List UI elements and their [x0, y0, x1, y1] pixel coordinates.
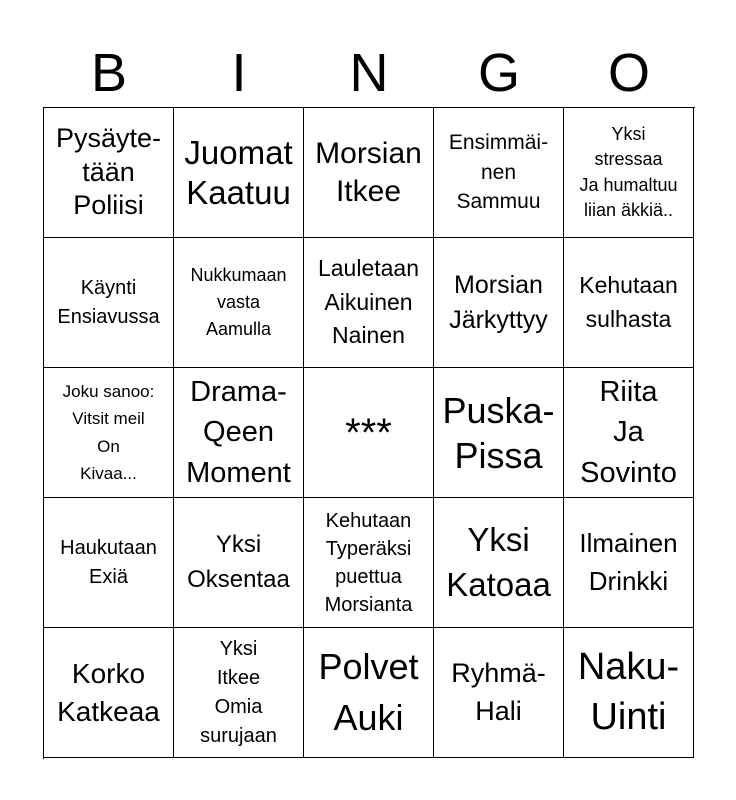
bingo-cell-line: Typeräksi	[325, 537, 412, 560]
bingo-cell-line: Poliisi	[73, 190, 144, 221]
bingo-cell-line: Morsianta	[324, 593, 413, 616]
bingo-cell[interactable]	[304, 498, 434, 628]
bingo-cell-line: Korko	[71, 657, 146, 689]
bingo-cell-line: Hali	[475, 695, 522, 726]
bingo-cell[interactable]	[564, 628, 694, 758]
bingo-cell-line: Omia	[214, 695, 263, 718]
bingo-cell-text	[187, 528, 290, 598]
bingo-cell-text	[580, 372, 677, 494]
bingo-cell-line: Oksentaa	[187, 565, 290, 593]
bingo-cell-line: Kaatuu	[186, 173, 291, 211]
bingo-cell-text	[186, 372, 291, 494]
bingo-cell-line: sulhasta	[585, 305, 672, 332]
bingo-cell-line: Morsian	[315, 137, 422, 170]
bingo-cell-line: vasta	[216, 292, 260, 312]
bingo-cell-text	[446, 518, 551, 607]
bingo-cell[interactable]	[564, 498, 694, 628]
bingo-cell-line: Kehutaan	[579, 272, 678, 299]
bingo-cell-line: Drinkki	[588, 565, 669, 596]
bingo-cell-text	[449, 268, 548, 338]
bingo-cell-line: Naku-	[577, 646, 680, 689]
bingo-cell-line: Itkee	[216, 666, 261, 689]
bingo-cell-line: On	[97, 436, 120, 456]
bingo-cell[interactable]	[174, 498, 304, 628]
bingo-cell[interactable]	[434, 628, 564, 758]
bingo-cell[interactable]	[44, 628, 174, 758]
bingo-cell-text	[57, 655, 160, 731]
bingo-cell-text	[451, 655, 546, 731]
free-space-cell[interactable]	[304, 368, 434, 498]
bingo-cell-text	[449, 128, 548, 216]
bingo-cell-text	[318, 642, 418, 743]
bingo-cell-line: Polvet	[318, 646, 419, 688]
bingo-cell-line: Drama-	[190, 375, 287, 408]
bingo-cell-text	[318, 252, 419, 352]
bingo-cell-line: Sammuu	[456, 190, 541, 214]
bingo-cell-line: nen	[480, 160, 517, 184]
bingo-cell-text	[184, 133, 292, 212]
bingo-cell-line: Haukutaan	[60, 536, 157, 559]
bingo-cell-line: Kehutaan	[325, 509, 412, 532]
bingo-cell-text	[325, 507, 413, 619]
bingo-cell-line: Ja humaltuu	[579, 174, 678, 195]
bingo-cell[interactable]	[304, 628, 434, 758]
bingo-cell-line: Järkyttyy	[449, 305, 548, 334]
bingo-cell-line: Ilmainen	[579, 527, 678, 558]
bingo-cell-line: Auki	[333, 696, 404, 738]
bingo-cell[interactable]	[174, 238, 304, 368]
bingo-cell-line: Nainen	[332, 322, 405, 349]
bingo-cell[interactable]	[174, 368, 304, 498]
header-letter-g: G	[477, 43, 520, 103]
bingo-cell[interactable]	[564, 368, 694, 498]
bingo-cell[interactable]	[44, 368, 174, 498]
bingo-cell-line: tään	[82, 156, 135, 187]
bingo-cell[interactable]	[44, 108, 174, 238]
bingo-cell-text	[578, 643, 679, 742]
bingo-cell-text	[56, 122, 161, 223]
bingo-cell-line: Joku sanoo:	[62, 382, 155, 402]
bingo-cell-line: Pysäyte-	[55, 122, 162, 153]
header-letter-b: B	[90, 43, 128, 103]
bingo-cell-line: liian äkkiä..	[583, 199, 674, 220]
bingo-cell-line: Sovinto	[580, 456, 677, 489]
bingo-cell-line: Katoaa	[446, 565, 551, 603]
bingo-cell-line: stressaa	[594, 149, 663, 170]
bingo-cell-line: Aikuinen	[324, 288, 413, 315]
bingo-cell-line: Puska-	[442, 389, 555, 431]
bingo-cell-line: ***	[345, 410, 392, 455]
header-letter-i: I	[231, 43, 247, 103]
bingo-cell-text	[579, 122, 677, 223]
bingo-cell-line: Moment	[186, 456, 291, 489]
bingo-cell[interactable]	[434, 368, 564, 498]
bingo-cell[interactable]	[564, 238, 694, 368]
bingo-cell-line: Qeen	[203, 416, 274, 449]
bingo-cell-text	[200, 635, 277, 751]
bingo-cell-line: Vitsit meil	[72, 409, 145, 429]
bingo-cell-line: Ensimmäi-	[448, 131, 549, 155]
bingo-cell-line: Morsian	[454, 270, 543, 299]
bingo-cell[interactable]	[174, 108, 304, 238]
bingo-cell-text	[579, 525, 677, 600]
header-letter-n: N	[349, 43, 389, 103]
bingo-cell-text	[57, 274, 159, 332]
bingo-cell-line: Yksi	[219, 637, 258, 660]
bingo-cell-line: Ja	[613, 416, 644, 449]
bingo-grid	[43, 107, 695, 759]
bingo-cell-line: Ryhmä-	[451, 657, 546, 688]
bingo-cell[interactable]	[434, 498, 564, 628]
bingo-cell[interactable]	[564, 108, 694, 238]
bingo-cell-line: surujaan	[200, 724, 277, 747]
bingo-cell[interactable]	[434, 238, 564, 368]
bingo-cell-text	[63, 378, 155, 487]
bingo-cell-line: Juomat	[184, 133, 293, 171]
bingo-cell[interactable]	[434, 108, 564, 238]
bingo-cell-line: Ensiavussa	[57, 305, 160, 328]
bingo-cell-line: Nukkumaan	[190, 265, 287, 285]
bingo-cell-line: Yksi	[215, 530, 262, 558]
bingo-cell-line: Aamulla	[205, 319, 271, 339]
bingo-cell-line: Yksi	[467, 520, 530, 558]
bingo-cell-line: Käynti	[80, 276, 137, 299]
bingo-cell-text	[345, 409, 392, 457]
header-letter-o: O	[607, 43, 650, 103]
bingo-cell[interactable]	[44, 238, 174, 368]
bingo-header	[44, 40, 694, 106]
bingo-cell-line: Itkee	[335, 174, 402, 208]
bingo-cell[interactable]	[304, 108, 434, 238]
bingo-cell-line: Yksi	[611, 124, 646, 145]
bingo-cell[interactable]	[174, 628, 304, 758]
bingo-cell-text	[579, 269, 677, 336]
bingo-cell-line: Lauletaan	[317, 255, 420, 282]
bingo-cell-line: Pissa	[454, 434, 543, 476]
bingo-cell-text	[190, 262, 286, 343]
bingo-cell-text	[442, 388, 554, 478]
bingo-cell-text	[60, 534, 157, 592]
bingo-cell-line: Katkeaa	[57, 695, 160, 727]
bingo-cell-line: Exiä	[89, 565, 128, 588]
bingo-cell-line: Riita	[599, 375, 658, 408]
bingo-cell[interactable]	[304, 238, 434, 368]
bingo-cell-text	[315, 135, 422, 210]
bingo-cell-line: Uinti	[590, 695, 667, 738]
bingo-cell[interactable]	[44, 498, 174, 628]
bingo-cell-line: puettua	[335, 565, 402, 588]
bingo-cell-line: Kivaa...	[80, 463, 137, 483]
